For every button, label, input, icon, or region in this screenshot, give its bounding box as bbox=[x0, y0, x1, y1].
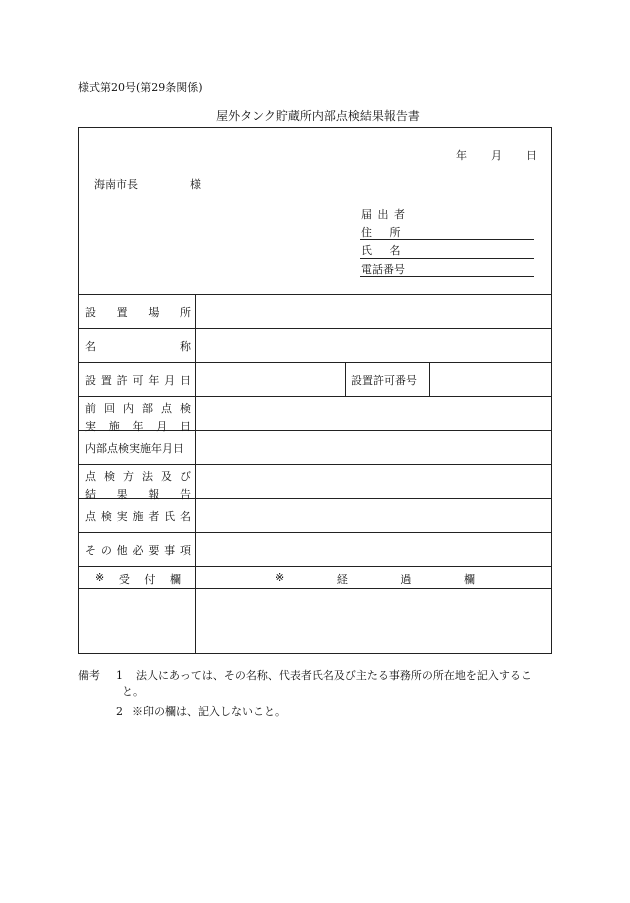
remark-1-text: 法人にあっては、その名称、代表者氏名及び主たる事務所の所在地を記入するこ bbox=[136, 669, 532, 682]
remark-2-text: ※印の欄は、記入しないこと。 bbox=[132, 705, 286, 718]
phone-field[interactable] bbox=[360, 276, 534, 277]
location-label: 設 置 場 所 bbox=[85, 306, 191, 319]
progress-column-header: ※ 経 過 欄 bbox=[275, 571, 475, 586]
date-month-label: 月 bbox=[491, 149, 502, 162]
progress-cell bbox=[196, 589, 552, 653]
facility-name-field[interactable] bbox=[196, 329, 552, 362]
date-day-label: 日 bbox=[526, 149, 537, 162]
remark-2 bbox=[78, 702, 286, 722]
reception-cell bbox=[79, 589, 195, 653]
date-year-label: 年 bbox=[456, 149, 467, 162]
remark-2-number: 2 bbox=[116, 705, 123, 718]
facility-name-label: 名 称 bbox=[85, 340, 191, 353]
previous-inspection-label: 前 回 内 部 点 検 実 施 年 月 日 bbox=[85, 402, 191, 433]
applicant-heading: 届 出 者 bbox=[361, 208, 406, 221]
document-title: 屋外タンク貯蔵所内部点検結果報告書 bbox=[216, 109, 420, 123]
permit-number-label: 設置許可番号 bbox=[351, 374, 417, 387]
remark-1-continued bbox=[78, 682, 144, 702]
report-form-table bbox=[78, 127, 552, 654]
reception-column-header: ※ 受 付 欄 bbox=[95, 571, 181, 586]
permit-number-field[interactable] bbox=[430, 363, 552, 396]
inspection-date-label: 内部点検実施年月日 bbox=[85, 442, 184, 455]
inspector-name-label: 点 検 実 施 者 氏 名 bbox=[85, 510, 191, 523]
remark-1-number: 1 bbox=[116, 669, 123, 682]
address-field[interactable] bbox=[360, 239, 534, 240]
method-result-field[interactable] bbox=[196, 465, 552, 498]
remark-1-text-continued: と。 bbox=[122, 685, 144, 698]
name-field[interactable] bbox=[360, 258, 534, 259]
permit-row-divider bbox=[345, 362, 346, 396]
previous-inspection-field[interactable] bbox=[196, 397, 552, 430]
inspector-name-field[interactable] bbox=[196, 499, 552, 532]
form-number: 様式第20号(第29条関係) bbox=[78, 81, 203, 94]
method-result-label: 点 検 方 法 及 び 結 果 報 告 bbox=[85, 470, 191, 501]
remarks bbox=[78, 666, 532, 722]
permit-date-label: 設 置 許 可 年 月 日 bbox=[85, 374, 191, 387]
permit-date-field[interactable] bbox=[196, 363, 345, 396]
remarks-label: 備考 bbox=[78, 669, 100, 682]
addressee: 海南市長 bbox=[94, 178, 138, 191]
honorific: 様 bbox=[190, 178, 201, 191]
location-field[interactable] bbox=[196, 295, 552, 328]
name-label: 氏 名 bbox=[361, 244, 401, 257]
address-label: 住 所 bbox=[361, 226, 401, 239]
other-matters-label: そ の 他 必 要 事 項 bbox=[85, 544, 191, 557]
other-matters-field[interactable] bbox=[196, 533, 552, 566]
row-divider bbox=[79, 566, 551, 567]
phone-label: 電話番号 bbox=[361, 263, 405, 276]
inspection-date-field[interactable] bbox=[196, 431, 552, 464]
